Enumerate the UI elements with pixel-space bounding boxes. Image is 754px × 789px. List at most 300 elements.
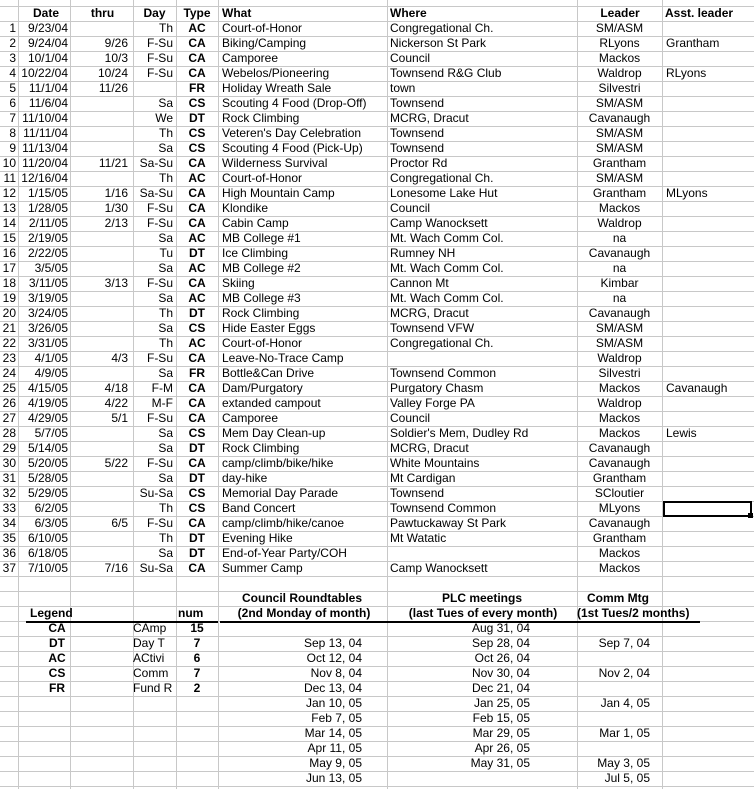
cell-what[interactable]: camp/climb/hike/canoe bbox=[222, 516, 345, 530]
cell-thru[interactable] bbox=[70, 171, 128, 186]
cell-asst[interactable] bbox=[666, 336, 754, 351]
cell-what[interactable]: Court-of-Honor bbox=[222, 21, 303, 35]
row-number[interactable]: 3 bbox=[9, 51, 16, 65]
cell-leader[interactable]: Cavanaugh bbox=[588, 456, 651, 470]
comm-date[interactable] bbox=[578, 621, 650, 636]
cell-what[interactable]: Holiday Wreath Sale bbox=[222, 81, 332, 95]
cell-date[interactable]: 2/11/05 bbox=[28, 216, 68, 230]
cell-day[interactable]: Th bbox=[158, 171, 173, 185]
cell-type[interactable]: CA bbox=[188, 51, 206, 65]
cell-where[interactable]: Lonesome Lake Hut bbox=[390, 186, 498, 200]
cell-date[interactable]: 1/15/05 bbox=[27, 186, 68, 200]
cell-date[interactable]: 5/20/05 bbox=[27, 456, 68, 470]
header-leader[interactable]: Leader bbox=[600, 6, 640, 20]
cell-what[interactable]: MB College #3 bbox=[222, 291, 301, 305]
cell-asst[interactable]: Grantham bbox=[666, 36, 720, 50]
legend-code[interactable]: DT bbox=[49, 636, 65, 650]
cell-leader[interactable]: na bbox=[612, 261, 627, 275]
cell-date[interactable]: 5/14/05 bbox=[27, 441, 68, 455]
legend-code[interactable]: AC bbox=[48, 651, 66, 665]
row-number[interactable]: 18 bbox=[2, 276, 16, 290]
cell-date[interactable]: 3/5/05 bbox=[34, 261, 68, 275]
cell-what[interactable]: End-of-Year Party/COH bbox=[222, 546, 347, 560]
cell-asst[interactable] bbox=[666, 396, 754, 411]
cell-asst[interactable] bbox=[666, 216, 754, 231]
cell-asst[interactable]: Cavanaugh bbox=[666, 381, 728, 395]
row-number[interactable]: 31 bbox=[2, 471, 16, 485]
cell-where[interactable]: Congregational Ch. bbox=[390, 21, 494, 35]
cell-thru[interactable]: 2/13 bbox=[104, 216, 128, 230]
plc-date[interactable]: May 31, 05 bbox=[470, 756, 530, 770]
row-number[interactable]: 34 bbox=[2, 516, 16, 530]
cell-date[interactable]: 12/16/04 bbox=[21, 171, 68, 185]
roundtable-date[interactable]: Oct 12, 04 bbox=[306, 651, 362, 665]
row-number[interactable]: 24 bbox=[2, 366, 16, 380]
plc-date[interactable]: Feb 15, 05 bbox=[472, 711, 530, 725]
cell-thru[interactable] bbox=[70, 111, 128, 126]
cell-thru[interactable] bbox=[70, 501, 128, 516]
cell-thru[interactable]: 11/21 bbox=[98, 156, 128, 170]
cell-leader[interactable]: Silvestri bbox=[598, 81, 641, 95]
row-number[interactable]: 33 bbox=[2, 501, 16, 515]
cell-day[interactable]: Th bbox=[158, 501, 173, 515]
cell-where[interactable]: Council bbox=[390, 411, 431, 425]
row-number[interactable]: 1 bbox=[9, 21, 16, 35]
cell-what[interactable]: Court-of-Honor bbox=[222, 336, 303, 350]
row-number[interactable]: 25 bbox=[2, 381, 16, 395]
cell-asst[interactable]: MLyons bbox=[666, 186, 708, 200]
cell-thru[interactable]: 4/22 bbox=[104, 396, 128, 410]
cell-day[interactable]: Tu bbox=[159, 246, 173, 260]
cell-type[interactable]: CA bbox=[188, 156, 206, 170]
cell-day[interactable]: Sa bbox=[158, 471, 173, 485]
cell-leader[interactable]: SM/ASM bbox=[595, 21, 644, 35]
cell-what[interactable]: Hide Easter Eggs bbox=[222, 321, 316, 335]
cell-what[interactable]: Bottle&Can Drive bbox=[222, 366, 315, 380]
cell-date[interactable]: 1/28/05 bbox=[27, 201, 68, 215]
cell-type[interactable]: DT bbox=[189, 441, 205, 455]
comm-title[interactable]: Comm Mtg bbox=[587, 591, 649, 605]
row-number[interactable]: 13 bbox=[2, 201, 16, 215]
row-number[interactable]: 20 bbox=[2, 306, 16, 320]
header-where[interactable]: Where bbox=[390, 6, 427, 20]
row-number[interactable]: 29 bbox=[2, 441, 16, 455]
cell-leader[interactable]: SM/ASM bbox=[595, 321, 644, 335]
cell-asst[interactable] bbox=[666, 321, 754, 336]
legend-num[interactable]: 15 bbox=[190, 621, 204, 635]
cell-thru[interactable]: 5/22 bbox=[104, 456, 128, 470]
cell-where[interactable]: Mt. Wach Comm Col. bbox=[390, 291, 504, 305]
cell-where[interactable]: Mt Cardigan bbox=[390, 471, 456, 485]
legend-num[interactable]: 6 bbox=[193, 651, 201, 665]
cell-where[interactable]: Council bbox=[390, 201, 431, 215]
cell-type[interactable]: CA bbox=[188, 276, 206, 290]
cell-day[interactable] bbox=[133, 81, 173, 96]
cell-thru[interactable] bbox=[70, 321, 128, 336]
cell-leader[interactable]: Grantham bbox=[592, 156, 647, 170]
row-number[interactable]: 32 bbox=[2, 486, 16, 500]
cell-date[interactable]: 3/19/05 bbox=[27, 291, 68, 305]
cell-date[interactable]: 2/19/05 bbox=[27, 231, 68, 245]
cell-type[interactable]: CS bbox=[188, 321, 206, 335]
row-number[interactable]: 7 bbox=[9, 111, 16, 125]
cell-day[interactable]: F-Su bbox=[146, 51, 173, 65]
cell-what[interactable]: Leave-No-Trace Camp bbox=[222, 351, 344, 365]
cell-leader[interactable]: Mackos bbox=[598, 381, 641, 395]
cell-thru[interactable] bbox=[70, 246, 128, 261]
cell-thru[interactable]: 10/24 bbox=[97, 66, 128, 80]
cell-date[interactable]: 4/1/05 bbox=[34, 351, 68, 365]
cell-asst[interactable] bbox=[666, 156, 754, 171]
cell-type[interactable]: CS bbox=[188, 426, 206, 440]
cell-what[interactable]: day-hike bbox=[222, 471, 268, 485]
cell-asst[interactable] bbox=[666, 411, 754, 426]
cell-thru[interactable] bbox=[70, 21, 128, 36]
cell-where[interactable]: Congregational Ch. bbox=[390, 171, 494, 185]
cell-asst[interactable] bbox=[666, 486, 754, 501]
cell-asst[interactable] bbox=[666, 561, 754, 576]
cell-where[interactable] bbox=[390, 351, 576, 366]
cell-thru[interactable] bbox=[70, 141, 128, 156]
cell-type[interactable]: DT bbox=[189, 546, 205, 560]
cell-day[interactable]: F-M bbox=[151, 381, 173, 395]
comm-date[interactable]: Jan 4, 05 bbox=[600, 696, 650, 710]
comm-date[interactable]: Jul 5, 05 bbox=[604, 771, 650, 785]
cell-where[interactable]: Townsend bbox=[390, 126, 445, 140]
plc-date[interactable]: Nov 30, 04 bbox=[471, 666, 530, 680]
cell-what[interactable]: Ice Climbing bbox=[222, 246, 289, 260]
cell-leader[interactable]: Grantham bbox=[592, 471, 647, 485]
cell-day[interactable]: Th bbox=[158, 306, 173, 320]
cell-type[interactable]: CA bbox=[188, 201, 206, 215]
cell-day[interactable]: Sa-Su bbox=[139, 156, 173, 170]
cell-day[interactable]: Sa bbox=[158, 291, 173, 305]
comm-date[interactable] bbox=[578, 711, 650, 726]
row-number[interactable]: 19 bbox=[2, 291, 16, 305]
cell-leader[interactable]: Mackos bbox=[598, 51, 641, 65]
cell-day[interactable]: Su-Sa bbox=[139, 486, 173, 500]
cell-leader[interactable]: Silvestri bbox=[598, 366, 641, 380]
cell-type[interactable]: DT bbox=[189, 111, 205, 125]
cell-day[interactable]: F-Su bbox=[146, 456, 173, 470]
cell-type[interactable]: CA bbox=[188, 36, 206, 50]
cell-day[interactable]: Sa bbox=[158, 231, 173, 245]
cell-leader[interactable]: Cavanaugh bbox=[588, 246, 651, 260]
cell-type[interactable]: CS bbox=[188, 501, 206, 515]
cell-leader[interactable]: Mackos bbox=[598, 546, 641, 560]
row-number[interactable]: 23 bbox=[2, 351, 16, 365]
cell-date[interactable]: 6/2/05 bbox=[34, 501, 68, 515]
cell-what[interactable]: Veteren's Day Celebration bbox=[222, 126, 362, 140]
cell-date[interactable]: 4/9/05 bbox=[34, 366, 68, 380]
legend-desc[interactable]: CAmp bbox=[133, 621, 167, 635]
row-number[interactable]: 30 bbox=[2, 456, 16, 470]
cell-what[interactable]: Band Concert bbox=[222, 501, 296, 515]
row-number[interactable]: 10 bbox=[2, 156, 16, 170]
cell-day[interactable]: Su-Sa bbox=[139, 561, 173, 575]
cell-date[interactable]: 5/7/05 bbox=[34, 426, 68, 440]
cell-thru[interactable]: 1/30 bbox=[104, 201, 128, 215]
comm-date[interactable] bbox=[578, 651, 650, 666]
legend-num[interactable]: 7 bbox=[193, 636, 201, 650]
cell-day[interactable]: Sa bbox=[158, 141, 173, 155]
roundtable-date[interactable]: Dec 13, 04 bbox=[303, 681, 362, 695]
row-number[interactable]: 5 bbox=[9, 81, 16, 95]
legend-code[interactable]: FR bbox=[49, 681, 65, 695]
cell-thru[interactable]: 6/5 bbox=[111, 516, 128, 530]
cell-leader[interactable]: RLyons bbox=[599, 36, 640, 50]
cell-type[interactable]: CA bbox=[188, 516, 206, 530]
cell-thru[interactable] bbox=[70, 231, 128, 246]
cell-asst[interactable] bbox=[666, 531, 754, 546]
cell-thru[interactable] bbox=[70, 486, 128, 501]
cell-where[interactable]: Congregational Ch. bbox=[390, 336, 494, 350]
plc-date[interactable]: Jan 25, 05 bbox=[473, 696, 530, 710]
cell-where[interactable]: Council bbox=[390, 51, 431, 65]
comm-date[interactable] bbox=[578, 681, 650, 696]
row-number[interactable]: 26 bbox=[2, 396, 16, 410]
cell-where[interactable]: Townsend VFW bbox=[390, 321, 475, 335]
cell-what[interactable]: Cabin Camp bbox=[222, 216, 289, 230]
cell-day[interactable]: Th bbox=[158, 126, 173, 140]
cell-thru[interactable]: 4/18 bbox=[104, 381, 128, 395]
cell-date[interactable]: 9/23/04 bbox=[27, 21, 68, 35]
cell-date[interactable]: 5/29/05 bbox=[27, 486, 68, 500]
cell-day[interactable]: Sa bbox=[158, 426, 173, 440]
cell-what[interactable]: camp/climb/bike/hike bbox=[222, 456, 334, 470]
cell-thru[interactable] bbox=[70, 426, 128, 441]
header-type[interactable]: Type bbox=[183, 6, 211, 20]
cell-what[interactable]: Webelos/Pioneering bbox=[222, 66, 330, 80]
plc-date[interactable] bbox=[390, 771, 530, 786]
cell-what[interactable]: Mem Day Clean-up bbox=[222, 426, 326, 440]
cell-type[interactable]: CS bbox=[188, 141, 206, 155]
fill-handle[interactable] bbox=[748, 513, 753, 518]
cell-date[interactable]: 6/18/05 bbox=[27, 546, 68, 560]
row-number[interactable]: 16 bbox=[2, 246, 16, 260]
cell-date[interactable]: 6/10/05 bbox=[27, 531, 68, 545]
header-day[interactable]: Day bbox=[143, 6, 166, 20]
roundtable-date[interactable]: Jun 13, 05 bbox=[305, 771, 362, 785]
header-asst[interactable]: Asst. leader bbox=[665, 6, 734, 20]
cell-where[interactable]: Proctor Rd bbox=[390, 156, 448, 170]
cell-leader[interactable]: MLyons bbox=[598, 501, 641, 515]
cell-where[interactable]: Mt. Wach Comm Col. bbox=[390, 231, 504, 245]
cell-leader[interactable]: Mackos bbox=[598, 411, 641, 425]
plc-date[interactable]: Mar 29, 05 bbox=[472, 726, 530, 740]
roundtable-date[interactable] bbox=[222, 621, 362, 636]
plc-date[interactable]: Sep 28, 04 bbox=[471, 636, 530, 650]
cell-type[interactable]: FR bbox=[189, 366, 205, 380]
cell-where[interactable]: Mt Watatic bbox=[390, 531, 447, 545]
cell-date[interactable]: 4/29/05 bbox=[27, 411, 68, 425]
cell-where[interactable]: Cannon Mt bbox=[390, 276, 449, 290]
row-number[interactable]: 21 bbox=[2, 321, 16, 335]
cell-thru[interactable] bbox=[70, 306, 128, 321]
cell-day[interactable]: F-Su bbox=[146, 516, 173, 530]
cell-what[interactable]: MB College #2 bbox=[222, 261, 301, 275]
cell-type[interactable]: CA bbox=[188, 381, 206, 395]
cell-type[interactable]: CA bbox=[188, 186, 206, 200]
cell-date[interactable]: 11/10/04 bbox=[22, 111, 68, 125]
cell-what[interactable]: Court-of-Honor bbox=[222, 171, 303, 185]
cell-date[interactable]: 5/28/05 bbox=[27, 471, 68, 485]
comm-date[interactable]: Mar 1, 05 bbox=[599, 726, 650, 740]
roundtable-date[interactable]: May 9, 05 bbox=[309, 756, 362, 770]
cell-date[interactable]: 11/20/04 bbox=[22, 156, 68, 170]
cell-leader[interactable]: SM/ASM bbox=[595, 141, 644, 155]
roundtable-date[interactable]: Apr 11, 05 bbox=[307, 741, 362, 755]
cell-asst[interactable] bbox=[666, 96, 754, 111]
cell-thru[interactable]: 9/26 bbox=[104, 36, 128, 50]
legend-desc[interactable]: Comm bbox=[133, 666, 169, 680]
comm-date[interactable] bbox=[578, 741, 650, 756]
cell-type[interactable]: CA bbox=[188, 396, 206, 410]
cell-day[interactable]: Th bbox=[158, 531, 173, 545]
row-number[interactable]: 4 bbox=[9, 66, 16, 80]
cell-date[interactable]: 11/11/04 bbox=[23, 126, 68, 140]
plc-title[interactable]: PLC meetings bbox=[441, 591, 522, 605]
comm-date[interactable]: Nov 2, 04 bbox=[598, 666, 650, 680]
legend-desc[interactable]: ACtivi bbox=[133, 651, 165, 665]
cell-type[interactable]: AC bbox=[188, 336, 206, 350]
cell-type[interactable]: CS bbox=[188, 96, 206, 110]
cell-day[interactable]: F-Su bbox=[146, 351, 173, 365]
legend-num-label[interactable]: num bbox=[178, 606, 204, 620]
cell-day[interactable]: Sa bbox=[158, 546, 173, 560]
cell-day[interactable]: Sa-Su bbox=[139, 186, 173, 200]
cell-where[interactable]: Valley Forge PA bbox=[390, 396, 475, 410]
row-number[interactable]: 12 bbox=[2, 186, 16, 200]
cell-type[interactable]: CS bbox=[188, 486, 206, 500]
cell-thru[interactable] bbox=[70, 441, 128, 456]
legend-desc[interactable]: Day T bbox=[133, 636, 165, 650]
cell-asst[interactable] bbox=[666, 246, 754, 261]
cell-asst[interactable] bbox=[666, 351, 754, 366]
cell-asst[interactable]: RLyons bbox=[666, 66, 707, 80]
row-number[interactable]: 6 bbox=[9, 96, 16, 110]
cell-type[interactable]: CS bbox=[188, 126, 206, 140]
cell-day[interactable]: Th bbox=[158, 336, 173, 350]
cell-type[interactable]: CA bbox=[188, 411, 206, 425]
cell-what[interactable]: Memorial Day Parade bbox=[222, 486, 339, 500]
cell-day[interactable]: F-Su bbox=[146, 36, 173, 50]
cell-leader[interactable]: SM/ASM bbox=[595, 96, 644, 110]
cell-where[interactable]: Townsend bbox=[390, 141, 445, 155]
cell-what[interactable]: Rock Climbing bbox=[222, 306, 300, 320]
cell-type[interactable]: DT bbox=[189, 531, 205, 545]
cell-thru[interactable]: 7/16 bbox=[104, 561, 128, 575]
cell-day[interactable]: F-Su bbox=[146, 276, 173, 290]
cell-type[interactable]: AC bbox=[188, 231, 206, 245]
row-number[interactable]: 27 bbox=[2, 411, 16, 425]
cell-where[interactable]: Camp Wanocksett bbox=[390, 216, 488, 230]
plc-date[interactable]: Apr 26, 05 bbox=[474, 741, 530, 755]
cell-what[interactable]: extanded campout bbox=[222, 396, 321, 410]
legend-desc[interactable]: Fund R bbox=[133, 681, 173, 695]
cell-thru[interactable]: 11/26 bbox=[98, 81, 128, 95]
cell-date[interactable]: 10/22/04 bbox=[21, 66, 68, 80]
cell-date[interactable]: 4/19/05 bbox=[27, 396, 68, 410]
cell-what[interactable]: Camporee bbox=[222, 411, 279, 425]
cell-date[interactable]: 11/6/04 bbox=[28, 96, 68, 110]
cell-where[interactable] bbox=[390, 546, 576, 561]
cell-thru[interactable] bbox=[70, 366, 128, 381]
cell-type[interactable]: CA bbox=[188, 216, 206, 230]
cell-type[interactable]: FR bbox=[189, 81, 205, 95]
cell-day[interactable]: Th bbox=[158, 21, 173, 35]
row-number[interactable]: 14 bbox=[2, 216, 16, 230]
cell-where[interactable]: MCRG, Dracut bbox=[390, 306, 469, 320]
cell-what[interactable]: Rock Climbing bbox=[222, 441, 300, 455]
cell-where[interactable]: Pawtuckaway St Park bbox=[390, 516, 507, 530]
cell-date[interactable]: 3/11/05 bbox=[28, 276, 68, 290]
cell-leader[interactable]: Cavanaugh bbox=[588, 516, 651, 530]
row-number[interactable]: 8 bbox=[9, 126, 16, 140]
cell-thru[interactable] bbox=[70, 546, 128, 561]
cell-date[interactable]: 2/22/05 bbox=[27, 246, 68, 260]
cell-leader[interactable]: Mackos bbox=[598, 426, 641, 440]
header-what[interactable]: What bbox=[222, 6, 252, 20]
cell-leader[interactable]: Grantham bbox=[592, 531, 647, 545]
cell-day[interactable]: Sa bbox=[158, 366, 173, 380]
cell-day[interactable]: Sa bbox=[158, 261, 173, 275]
cell-leader[interactable]: na bbox=[612, 231, 627, 245]
cell-what[interactable]: Klondike bbox=[222, 201, 269, 215]
header-date[interactable]: Date bbox=[32, 6, 59, 20]
cell-what[interactable]: Dam/Purgatory bbox=[222, 381, 303, 395]
legend-code[interactable]: CS bbox=[48, 666, 66, 680]
cell-date[interactable]: 4/15/05 bbox=[27, 381, 68, 395]
cell-where[interactable]: Mt. Wach Comm Col. bbox=[390, 261, 504, 275]
cell-asst[interactable] bbox=[666, 291, 754, 306]
cell-type[interactable]: DT bbox=[189, 471, 205, 485]
row-number[interactable]: 36 bbox=[2, 546, 16, 560]
cell-asst[interactable] bbox=[666, 126, 754, 141]
plc-date[interactable]: Oct 26, 04 bbox=[474, 651, 530, 665]
cell-thru[interactable]: 4/3 bbox=[111, 351, 128, 365]
cell-what[interactable]: Biking/Camping bbox=[222, 36, 307, 50]
cell-thru[interactable] bbox=[70, 261, 128, 276]
cell-leader[interactable]: SM/ASM bbox=[595, 171, 644, 185]
row-number[interactable]: 28 bbox=[2, 426, 16, 440]
plc-date[interactable]: Aug 31, 04 bbox=[471, 621, 530, 635]
cell-where[interactable]: Townsend bbox=[390, 96, 445, 110]
cell-what[interactable]: Camporee bbox=[222, 51, 279, 65]
cell-day[interactable]: F-Su bbox=[146, 411, 173, 425]
comm-subtitle[interactable]: (1st Tues/2 months) bbox=[577, 606, 690, 620]
cell-where[interactable]: Townsend Common bbox=[390, 366, 497, 380]
cell-asst[interactable] bbox=[666, 366, 754, 381]
cell-where[interactable]: Townsend bbox=[390, 486, 445, 500]
cell-asst[interactable] bbox=[666, 456, 754, 471]
legend-code[interactable]: CA bbox=[48, 621, 66, 635]
cell-asst[interactable] bbox=[666, 21, 754, 36]
cell-day[interactable]: Sa bbox=[158, 441, 173, 455]
cell-day[interactable]: F-Su bbox=[146, 201, 173, 215]
row-number[interactable]: 22 bbox=[2, 336, 16, 350]
roundtable-subtitle[interactable]: (2nd Monday of month) bbox=[237, 606, 371, 620]
row-number[interactable]: 35 bbox=[2, 531, 16, 545]
comm-date[interactable]: Sep 7, 04 bbox=[598, 636, 650, 650]
cell-leader[interactable]: SCloutier bbox=[594, 486, 645, 500]
cell-thru[interactable] bbox=[70, 96, 128, 111]
cell-leader[interactable]: Kimbar bbox=[600, 276, 639, 290]
cell-leader[interactable]: SM/ASM bbox=[595, 126, 644, 140]
cell-asst[interactable] bbox=[666, 81, 754, 96]
cell-leader[interactable]: Cavanaugh bbox=[588, 441, 651, 455]
legend-title[interactable]: Legend bbox=[30, 606, 73, 620]
